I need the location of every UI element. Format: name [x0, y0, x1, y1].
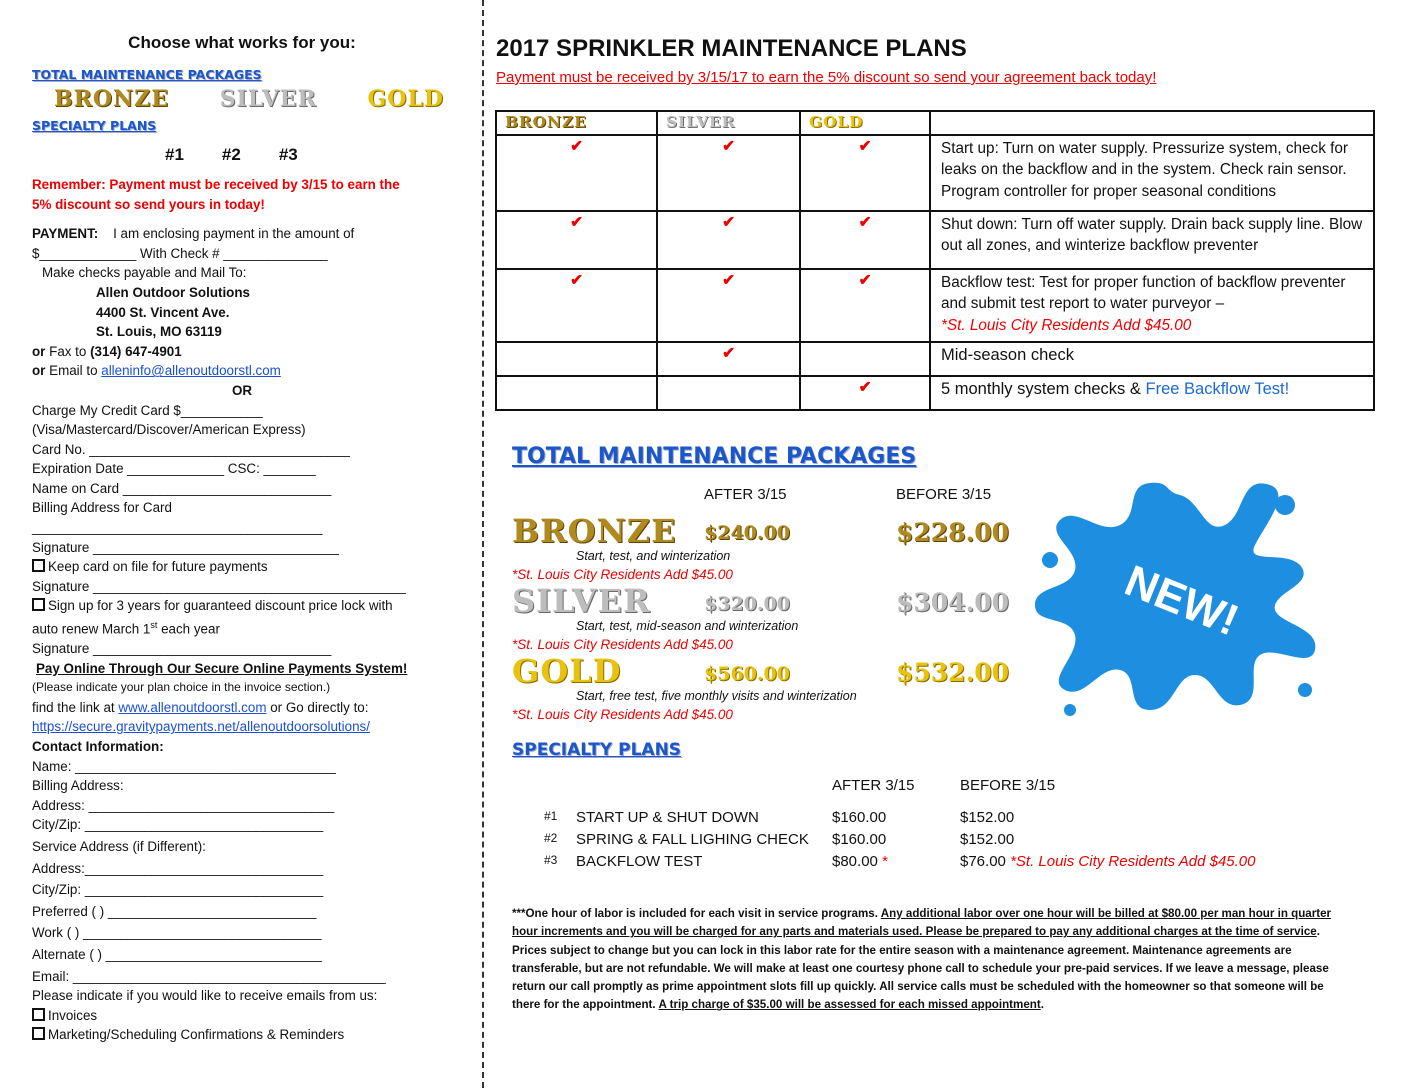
col-before: BEFORE 3/15: [896, 486, 992, 503]
package-silver-before: $304.00: [896, 588, 1010, 617]
checkbox-icon[interactable]: [32, 559, 45, 572]
service-city-zip-field[interactable]: City/Zip: ________________________________: [32, 882, 324, 898]
preferred-phone-field[interactable]: Preferred ( ) ____________________________: [32, 903, 317, 919]
check-icon: ✔: [800, 376, 930, 410]
package-silver-desc: Start, test, mid-season and winterization: [576, 619, 799, 633]
package-bronze-after: $240.00: [704, 522, 790, 544]
spec-2-before: $152.00: [960, 831, 1015, 848]
free-backflow-highlight: Free Backflow Test!: [1145, 379, 1290, 398]
auto-renew-text: auto renew March 1st each year: [32, 620, 220, 637]
payment-url-link[interactable]: https://secure.gravitypayments.net/allenoutdoorsolutions/: [32, 719, 370, 735]
row-description: 5 monthly system checks & Free Backflow Test!: [930, 376, 1374, 410]
order-form: [32, 30, 452, 1045]
new-splash-icon: [1030, 465, 1330, 725]
check-icon: ✔: [496, 211, 657, 269]
check-icon: ✔: [496, 269, 657, 342]
spec-2-after: $160.00: [832, 831, 887, 848]
address-field[interactable]: Address: _________________________________: [32, 797, 335, 813]
checkbox-icon[interactable]: [32, 1027, 45, 1040]
card-types: (Visa/Mastercard/Discover/American Express): [32, 422, 306, 438]
package-bronze-before: $228.00: [896, 518, 1010, 547]
check-icon: ✔: [657, 211, 800, 269]
fax-line: or Fax to (314) 647-4901: [32, 343, 182, 359]
table-row: [496, 269, 1374, 342]
tier-options: [54, 86, 444, 113]
plans-table: [495, 110, 1375, 411]
invoices-option[interactable]: Invoices: [32, 1006, 452, 1026]
header-bronze: BRONZE: [496, 111, 657, 135]
spec-3-name: BACKFLOW TEST: [576, 853, 703, 870]
option-1[interactable]: #1: [165, 145, 184, 165]
terms-fine-print: ***One hour of labor is included for each visit in service programs. Any additional labor over one hour will be billed at $80.00 per man hour in quarter hour increments and you will be charged for any parts and materials used. Please be prepared to pay any additional charges at the time of service. Prices subject to change but you can lock in this labor rate for the entire season with a maintenance agreement. Maintenance agreements are transferable, but are not refundable. We will make at least one courtesy phone call to schedule your pre-paid services. If we leave a message, please return our call promptly as prime appointment slots fill up quickly. All service calls must be scheduled with the homeowner so that someone will be there for the appointment. A trip charge of $35.00 will be assessed for each missed appointment.: [512, 907, 1332, 1012]
signature-field-1[interactable]: Signature _________________________________: [32, 539, 339, 555]
package-gold-name: GOLD: [512, 652, 622, 690]
spec-1-after: $160.00: [832, 809, 887, 826]
spec-2-num: #2: [544, 831, 558, 845]
option-gold[interactable]: GOLD: [367, 86, 444, 113]
marketing-option[interactable]: Marketing/Scheduling Confirmations & Reminders: [32, 1025, 452, 1045]
work-phone-field[interactable]: Work ( ) ________________________________: [32, 925, 322, 941]
mail-address-1: Allen Outdoor Solutions: [96, 284, 250, 300]
header-gold: GOLD: [800, 111, 930, 135]
billing-address-card-label: Billing Address for Card: [32, 500, 172, 516]
option-2[interactable]: #2: [221, 145, 241, 165]
total-packages-heading: TOTAL MAINTENANCE PACKAGES: [512, 444, 917, 469]
page-title: 2017 SPRINKLER MAINTENANCE PLANS: [496, 35, 967, 62]
email-line: or Email to alleninfo@allenoutdoorstl.com: [32, 363, 281, 379]
package-silver-name: SILVER: [512, 582, 651, 620]
checkbox-icon[interactable]: [32, 1008, 45, 1021]
price-lock-option[interactable]: Sign up for 3 years for guaranteed discount price lock with: [32, 596, 452, 616]
check-icon: ✔: [800, 269, 930, 342]
check-icon: ✔: [657, 269, 800, 342]
new-badge-text: NEW!: [1118, 556, 1246, 646]
payment-line: PAYMENT: I am enclosing payment in the amount of: [32, 226, 355, 242]
billing-address-label: Billing Address:: [32, 778, 124, 794]
option-bronze[interactable]: BRONZE: [54, 86, 169, 113]
table-row: [496, 135, 1374, 211]
credit-card-amount-field[interactable]: Charge My Credit Card $___________: [32, 402, 263, 418]
find-link-line: find the link at www.allenoutdoorstl.com or Go directly to:: [32, 699, 369, 715]
row-description: Mid-season check: [930, 342, 1374, 376]
or-separator: OR: [231, 382, 253, 398]
row-description: Start up: Turn on water supply. Pressurize system, check for leaks on the backflow and in the system. Check rain sensor. Program controller for proper seasonal conditions: [930, 135, 1374, 211]
service-address-label: Service Address (if Different):: [32, 839, 206, 855]
option-silver[interactable]: SILVER: [219, 86, 317, 113]
total-packages-label: TOTAL MAINTENANCE PACKAGES: [32, 66, 262, 82]
spec-2-name: SPRING & FALL LIGHING CHECK: [576, 831, 809, 848]
spec-col-after: AFTER 3/15: [832, 777, 915, 794]
col-after: AFTER 3/15: [704, 486, 787, 503]
specialty-plans-label: SPECIALTY PLANS: [32, 117, 157, 133]
card-number-field[interactable]: Card No. ___________________________________: [32, 441, 350, 457]
row-description: Shut down: Turn off water supply. Drain back supply line. Blow out all zones, and winterize backflow preventer: [930, 211, 1374, 269]
mail-address-3: St. Louis, MO 63119: [96, 324, 222, 340]
email-field[interactable]: Email: __________________________________________: [32, 968, 386, 984]
alternate-phone-field[interactable]: Alternate ( ) _____________________________: [32, 947, 322, 962]
page-divider: [482, 0, 484, 1088]
form-title: Choose what works for you:: [128, 33, 356, 52]
checkbox-icon[interactable]: [32, 598, 45, 611]
name-on-card-field[interactable]: Name on Card ____________________________: [32, 480, 332, 496]
package-silver-after: $320.00: [704, 593, 790, 615]
spec-1-num: #1: [544, 809, 558, 823]
signature-field-3[interactable]: Signature ________________________________: [32, 641, 332, 657]
spec-3-after: $80.00 *: [832, 853, 888, 870]
checks-payable: Make checks payable and Mail To:: [42, 265, 247, 281]
package-bronze-name: BRONZE: [512, 512, 677, 550]
keep-card-option[interactable]: Keep card on file for future payments: [32, 557, 452, 577]
signature-field-2[interactable]: Signature __________________________________________: [32, 578, 406, 594]
package-bronze-desc: Start, test, and winterization: [576, 549, 731, 563]
mail-address-2: 4400 St. Vincent Ave.: [96, 304, 230, 320]
discount-notice: Payment must be received by 3/15/17 to earn the 5% discount so send your agreement back today!: [496, 69, 1157, 86]
table-header-row: [496, 111, 1374, 135]
indicate-plan-note: (Please indicate your plan choice in the invoice section.): [32, 680, 331, 695]
contact-heading: Contact Information:: [32, 739, 164, 755]
spec-3-before: $76.00 *St. Louis City Residents Add $45.00: [960, 853, 1256, 870]
website-link[interactable]: www.allenoutdoorstl.com: [118, 699, 267, 715]
pay-online-heading: Pay Online Through Our Secure Online Payments System!: [36, 660, 408, 676]
billing-address-card-field[interactable]: _______________________________________: [32, 520, 323, 536]
name-field[interactable]: Name: ___________________________________: [32, 758, 336, 774]
service-address-field[interactable]: Address:________________________________: [32, 860, 324, 876]
table-row: [496, 342, 1374, 376]
specialty-options: [165, 145, 452, 165]
spec-col-before: BEFORE 3/15: [960, 777, 1056, 794]
expiration-field[interactable]: Expiration Date _____________ CSC: _______: [32, 461, 316, 477]
spec-1-before: $152.00: [960, 809, 1015, 826]
table-row: [496, 376, 1374, 410]
package-gold-note: *St. Louis City Residents Add $45.00: [512, 707, 733, 722]
header-description: [930, 111, 1374, 135]
payment-amount-field[interactable]: $_____________ With Check # ______________: [32, 245, 328, 261]
table-row: [496, 211, 1374, 269]
row-description: Backflow test: Test for proper function of backflow preventer and submit test report to water purveyor – *St. Louis City Residents Add $45.00: [930, 269, 1374, 342]
city-note: *St. Louis City Residents Add $45.00: [941, 317, 1192, 335]
check-icon: ✔: [496, 135, 657, 211]
package-silver-note: *St. Louis City Residents Add $45.00: [512, 637, 733, 652]
spec-1-name: START UP & SHUT DOWN: [576, 809, 759, 826]
header-silver: SILVER: [657, 111, 800, 135]
city-zip-field[interactable]: City/Zip: ________________________________: [32, 817, 324, 833]
check-icon: ✔: [800, 135, 930, 211]
package-bronze-note: *St. Louis City Residents Add $45.00: [512, 567, 733, 582]
specialty-heading: SPECIALTY PLANS: [512, 740, 682, 760]
check-icon: ✔: [657, 135, 800, 211]
check-icon: ✔: [800, 211, 930, 269]
email-link[interactable]: alleninfo@allenoutdoorstl.com: [101, 363, 281, 379]
option-3[interactable]: #3: [278, 145, 298, 165]
spec-3-num: #3: [544, 853, 558, 867]
package-gold-desc: Start, free test, five monthly visits and winterization: [576, 689, 857, 703]
check-icon: ✔: [657, 342, 800, 376]
payment-reminder: Remember: Payment must be received by 3/15 to earn the 5% discount so send yours in today!: [32, 176, 400, 212]
package-gold-before: $532.00: [896, 658, 1010, 687]
email-preferences-prompt: Please indicate if you would like to receive emails from us:: [32, 988, 378, 1004]
package-gold-after: $560.00: [704, 663, 790, 685]
